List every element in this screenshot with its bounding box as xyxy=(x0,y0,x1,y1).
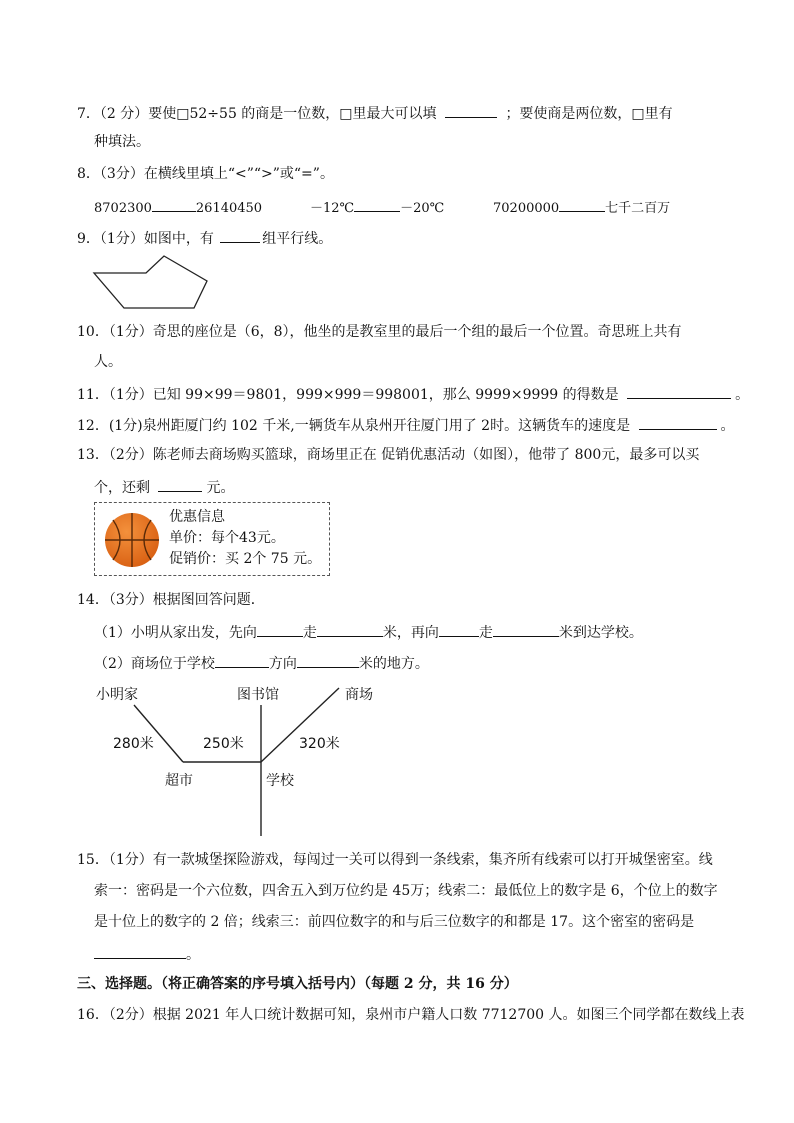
q15-line2: 索一：密码是一个六位数，四舍五入到万位约是 45万；线索二：最低位上的数字是 6，个位上的数字 xyxy=(94,883,718,899)
map-label-school: 学校 xyxy=(266,773,294,789)
q8-line1: 8．（3分）在横线里填上“<”“>”或“=”。 xyxy=(77,166,334,182)
promo-unit-price: 单价：每个43元。 xyxy=(169,530,285,546)
q13-line1: 13．（2分）陈老师去商场购买篮球，商场里正在 促销优惠活动（如图），他带了 800元，最多可以买 xyxy=(77,447,700,463)
q15-line3: 是十位上的数字的 2 倍；线索三：前四位数字的和与后三位数字的和都是 17。这个密室的密码是 xyxy=(94,914,695,930)
q8-c3-left: 70200000 xyxy=(493,201,560,216)
q14-p1-b: 走 xyxy=(302,625,317,641)
q14-line1: 14．（3分）根据图回答问题． xyxy=(77,592,265,608)
q7-text-a: 7．（2 分）要使□52÷55 的商是一位数，□里最大可以填 xyxy=(77,106,437,122)
map-distance-250: 250米 xyxy=(203,736,244,752)
q11-text-b: 。 xyxy=(735,387,750,403)
map-distance-320: 320米 xyxy=(299,736,340,752)
q14-p2-a: （2）商场位于学校 xyxy=(94,656,215,672)
q15-text-end: 。 xyxy=(186,947,200,963)
q10-line1: 10．（1分）奇思的座位是（6，8），他坐的是教室里的最后一个组的最后一个位置。奇思班上共有 xyxy=(77,324,682,340)
q8-c3-right: 七千二百万 xyxy=(605,201,671,216)
section-3-heading: 三、选择题。（将正确答案的序号填入括号内）（每题 2 分，共 16 分） xyxy=(77,976,518,992)
map-distance-280: 280米 xyxy=(113,736,154,752)
q12-text-b: 。 xyxy=(720,418,735,434)
q8-c2-right: －20℃ xyxy=(400,201,445,216)
map-label-library: 图书馆 xyxy=(237,687,279,703)
q11-text-a: 11．（1分）已知 99×99＝9801，999×999＝998001，那么 9999×9999 的得数是 xyxy=(77,387,619,403)
q14-p2-c: 米的地方。 xyxy=(358,656,429,672)
q9-text-a: 9．（1分）如图中，有 xyxy=(77,231,214,247)
q13-text-b: 元。 xyxy=(206,480,235,496)
q15-line1: 15．（1分）有一款城堡探险游戏，每闯过一关可以得到一条线索，集齐所有线索可以打开城堡密室。线 xyxy=(77,852,713,868)
q15-line4 xyxy=(94,944,200,964)
q13-text-a: 个，还剩 xyxy=(94,480,150,496)
q16-line1: 16．（2分）根据 2021 年人口统计数据可知，泉州市户籍人口数 7712700 人。如图三个同学都在数线上表 xyxy=(77,1007,745,1023)
q14-p2-b: 方向 xyxy=(268,656,297,672)
q8-c2-left: －12℃ xyxy=(310,201,355,216)
map-label-supermarket: 超市 xyxy=(165,773,193,789)
q14-p1-e: 米到达学校。 xyxy=(558,625,643,641)
q12-text-a: 12．(1分)泉州距厦门约 102 千米,一辆货车从泉州开往厦门用了 2时。这辆货车的速度是 xyxy=(77,418,631,434)
q8-c1-right: 26140450 xyxy=(195,201,263,216)
q8-c1-left: 8702300 xyxy=(94,201,152,216)
q7-line2: 种填法。 xyxy=(94,134,150,150)
q14-p1-a: （1）小明从家出发，先向 xyxy=(94,625,257,641)
q9-text-b: 组平行线。 xyxy=(262,231,333,247)
q7-text-b: ；要使商是两位数，□里有 xyxy=(505,106,673,122)
q14-p1-d: 走 xyxy=(478,625,493,641)
q15-blank[interactable] xyxy=(94,944,186,959)
q10-line2: 人。 xyxy=(94,354,122,370)
map-label-mall: 商场 xyxy=(345,687,373,703)
promo-sale-price: 促销价：买 2个 75 元。 xyxy=(169,551,322,567)
map-label-home: 小明家 xyxy=(96,687,138,703)
q14-p1-c: 米，再向 xyxy=(382,625,439,641)
promo-title: 优惠信息 xyxy=(169,509,225,525)
